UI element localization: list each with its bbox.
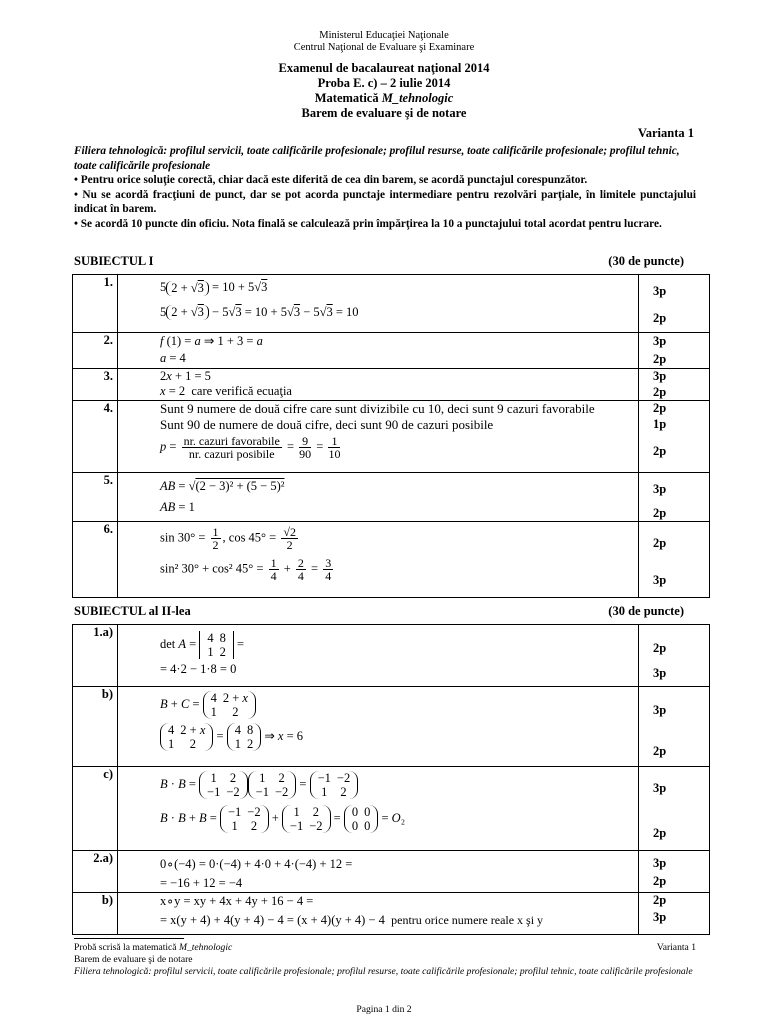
item-number: 1. [73,275,118,333]
points: 3p [653,781,667,795]
points: 2p [653,893,667,907]
points: 3p [653,482,667,496]
points: 2p [653,385,667,399]
math-line: f (1) = a ⇒ 1 + 3 = a [160,334,263,348]
table-row [73,473,710,522]
table-row [73,893,710,935]
points: 3p [653,369,667,383]
points: 3p [653,910,667,924]
points: 1p [653,417,667,431]
table-row [73,275,710,333]
intro-block [74,144,696,232]
text-line: Sunt 90 de numere de două cifre, deci sunt 90 de cazuri posibile [160,417,494,432]
points: 3p [653,703,667,717]
subiect1-heading: SUBIECTUL I (30 de puncte) [74,254,684,268]
exam-title: Examenul de bacalaureat naţional 2014 [278,61,490,75]
item-number: 2.a) [73,851,118,893]
points: 2p [653,874,667,888]
points: 3p [653,856,667,870]
points: 3p [653,334,667,348]
item-number: b) [73,893,118,935]
points: 3p [653,284,667,298]
ministry-name: Ministerul Educaţiei Naţionale [319,30,449,41]
barem-title: Barem de evaluare şi de notare [301,106,467,120]
center-name: Centrul Naţional de Evaluare şi Examinare [293,42,475,53]
item-number: b) [73,687,118,767]
rule-1: • Pentru orice soluţie corectă, chiar dacă este diferită de cea din barem, se acordă punctajul corespunzător. [74,174,588,187]
item-number: 3. [73,369,118,401]
math-line: = −16 + 12 = −4 [160,876,243,890]
table-row [73,333,710,369]
item-number: 2. [73,333,118,369]
subiect2-table [72,624,710,935]
subject-title: Matematică M_tehnologic [314,91,454,105]
math-line: 4 2 + x 1 2 = 4 8 1 2 ⇒ x = 6 [160,723,680,751]
varianta-label: Varianta 1 [637,126,694,140]
footer-line-2: Barem de evaluare şi de notare [74,954,193,965]
rule-3: • Se acordă 10 puncte din oficiu. Nota finală se calculează prin împărţirea la 10 a punctajului total acordat pentru lucrare. [74,217,662,230]
math-line: a = 4 [160,351,186,365]
math-line: sin 30° = $\frac{1}{2}$ , cos 45° = $\frac{√2}{2}$ [160,525,296,552]
table-row [73,851,710,893]
item-number: 5. [73,473,118,522]
math-line: sin² 30° + cos² 45° = $\frac{1}{4}$ + $\frac{2}{4}$ = $\frac{3}{4}$ [160,556,332,583]
proba-title: Proba E. c) – 2 iulie 2014 [317,76,451,90]
table-row [73,767,710,851]
item-number: 1.a) [73,625,118,687]
item-number: 4. [73,401,118,473]
item-number: 6. [73,522,118,598]
probability-formula: p = $\frac{\text{nr. cazuri favorabile}}{\text{nr. cazuri posibile}}$ = $\frac{9}{90}$ = $\frac{1}{10}$ [160,434,341,461]
math-line: B · B + B = −1 −2 1 2 + 1 2 −1 −2 = 0 0 0 0 = O₂ [160,805,406,833]
page-number: Pagina 1 din 2 [356,1004,412,1015]
footer-divider [74,938,184,939]
math-line: AB = √(2 − 3)² + (5 − 5)² [160,479,285,493]
math-line: det A = 4 8 1 2 = [160,631,245,659]
points: 2p [653,506,667,520]
math-line: = x(y + 4) + 4(y + 4) − 4 = (x + 4)(y + 4) − 4 pentru orice numere reale x şi y [160,913,544,927]
footer-line-3: Filiera tehnologică: profilul servicii, toate calificările profesionale; profilul resurse, toate calificările profesionale; profilul tehnic, toate calificările profesionale [74,966,693,977]
filiera-text: Filiera tehnologică: profilul servicii, toate calificările profesionale; profilul resurse, toate calificările profesionale; profilul tehnic, toate calificările profesionale [74,145,680,172]
table-row [73,687,710,767]
table-row [73,625,710,687]
math-line: 2x + 1 = 5 [160,369,211,383]
math-line: 5 2 + √3 = 10 + 5√3 [160,280,268,295]
footer-line-1: Probă scrisă la matematică M_tehnologic Varianta 1 [74,942,696,953]
points: 2p [653,401,667,415]
points: 2p [653,536,667,550]
math-line: x∘y = xy + 4x + 4y + 16 − 4 = [160,894,314,908]
subiect1-table [72,274,710,598]
rule-2: • Nu se acordă fracţiuni de punct, dar se pot acorda punctaje intermediare pentru rezolvări parţiale, în limitele punctajului indicat în barem. [74,188,696,216]
math-line: B + C = 4 2 + x 1 2 [160,691,680,719]
points: 2p [653,444,667,458]
text-line: Sunt 9 numere de două cifre care sunt divizibile cu 10, deci sunt 9 cazuri favorabile [160,401,595,416]
points: 2p [653,311,667,325]
item-number: c) [73,767,118,851]
points: 2p [653,641,667,655]
math-line: 5 2 + √3 − 5√3 = 10 + 5√3 − 5√3 = 10 [160,304,359,320]
math-line: 0∘(−4) = 0·(−4) + 4·0 + 4·(−4) + 12 = [160,857,353,871]
points: 3p [653,573,667,587]
math-line: x = 2 care verifică ecuaţia [160,384,292,398]
math-line: B · B = 1 2 −1 −21 2 −1 −2 = −1 −2 1 2 [160,771,680,799]
table-row [73,369,710,401]
math-line: AB = 1 [160,500,195,514]
points: 3p [653,666,667,680]
math-line: = 4·2 − 1·8 = 0 [160,662,237,676]
table-row [73,522,710,598]
points: 2p [653,352,667,366]
table-row [73,401,710,473]
subiect2-heading: SUBIECTUL al II-lea (30 de puncte) [74,604,684,618]
points: 2p [653,744,667,758]
points: 2p [653,826,667,840]
